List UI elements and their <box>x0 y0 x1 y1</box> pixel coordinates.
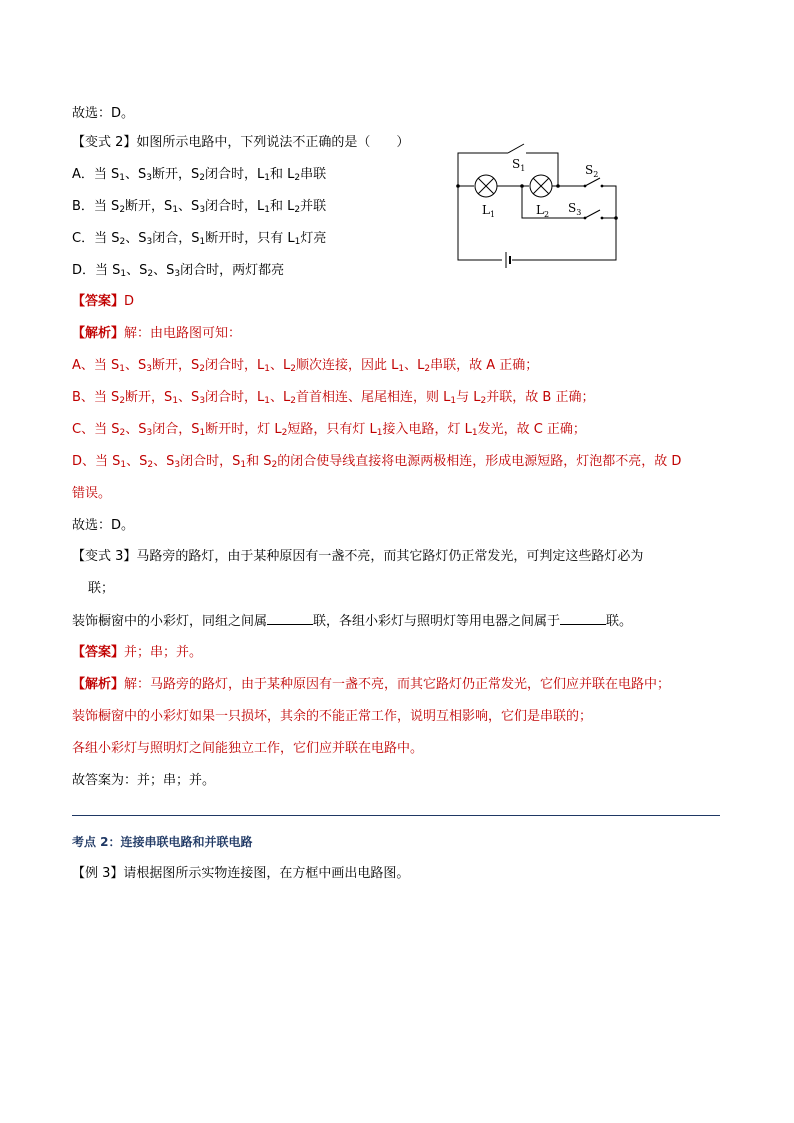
variant2-option-d: D．当 $S_1$、$S_2$、$S_3$闭合时，两灯都亮 <box>72 263 285 279</box>
switch-s3-blade <box>585 210 600 218</box>
label-s2: $S_2$ <box>585 163 599 179</box>
label-s1: $S_1$ <box>512 157 526 173</box>
switch-s1-blade <box>508 144 524 153</box>
variant3-analysis-3: 各组小彩灯与照明灯之间能独立工作，它们应并联在电路中。 <box>72 741 424 756</box>
switch-s2-blade <box>585 178 600 186</box>
variant2-explain-b: B、当 $S_2$断开，$S_1$、$S_3$闭合时，$L_1$、$L_2$首首相连、尾尾相连，则 $L_1$与 $L_2$并联，故 B 正确； <box>72 390 595 406</box>
variant2-answer: 【答案】D <box>72 294 135 309</box>
variant3-answer: 【答案】并；串；并。 <box>72 645 203 660</box>
variant2-question: 【变式 2】如图所示电路中，下列说法不正确的是（ ） <box>72 135 410 150</box>
label-s3: $S_3$ <box>568 201 582 217</box>
section-divider <box>72 815 720 816</box>
wire-top-left <box>458 153 508 186</box>
variant2-option-a: A．当 $S_1$、$S_3$断开，$S_2$闭合时，$L_1$和 $L_2$串联 <box>72 167 327 183</box>
variant3-final: 故答案为：并；串；并。 <box>72 773 216 788</box>
variant3-analysis-2: 装饰橱窗中的小彩灯如果一只损坏，其余的不能正常工作，说明互相影响，它们是串联的； <box>72 709 593 724</box>
variant2-final: 故选：D。 <box>72 518 135 533</box>
label-l1: $L_1$ <box>482 203 496 219</box>
answer-blank[interactable] <box>267 612 313 625</box>
answer-blank[interactable] <box>560 612 606 625</box>
variant2-analysis-intro: 【解析】解：由电路图可知： <box>72 326 242 341</box>
variant3-question-1: 【变式 3】马路旁的路灯，由于某种原因有一盏不亮，而其它路灯仍正常发光，可判定这些路灯必为 <box>72 549 644 564</box>
variant2-option-c: C．当 $S_2$、$S_3$闭合，$S_1$断开时，只有 $L_1$灯亮 <box>72 231 327 247</box>
variant3-question-2: 装饰橱窗中的小彩灯，同组之间属 联，各组小彩灯与照明灯等用电器之间属于 联。 <box>72 614 633 629</box>
variant2-explain-d-cont: 错误。 <box>72 486 112 501</box>
topic-2-heading: 考点 2：连接串联电路和并联电路 <box>72 835 253 849</box>
variant2-explain-d: D、当 $S_1$、$S_2$、$S_3$闭合时，$S_1$和 $S_2$的闭合使导线直接将电源两极相连，形成电源短路，灯泡都不亮，故 D <box>72 454 682 470</box>
label-l2: $L_2$ <box>536 203 550 219</box>
variant3-question-1b: 联； <box>88 581 115 596</box>
variant2-explain-c: C、当 $S_2$、$S_3$闭合，$S_1$断开时，灯 $L_2$短路，只有灯 $L_1$接入电路，灯 $L_1$发光，故 C 正确； <box>72 422 586 438</box>
variant2-option-b: B．当 $S_2$断开，$S_1$、$S_3$闭合时，$L_1$和 $L_2$并联 <box>72 199 327 215</box>
variant3-analysis-1: 【解析】解：马路旁的路灯，由于某种原因有一盏不亮，而其它路灯仍正常发光，它们应并联在电路中； <box>72 677 671 692</box>
variant2-explain-a: A、当 $S_1$、$S_3$断开，$S_2$闭合时，$L_1$、$L_2$顺次连接，因此 $L_1$、$L_2$串联，故 A 正确； <box>72 358 539 374</box>
circuit-diagram <box>450 140 630 270</box>
example3-question: 【例 3】请根据图所示实物连接图，在方框中画出电路图。 <box>72 866 410 881</box>
answer-line-prev: 故选：D。 <box>72 106 135 121</box>
